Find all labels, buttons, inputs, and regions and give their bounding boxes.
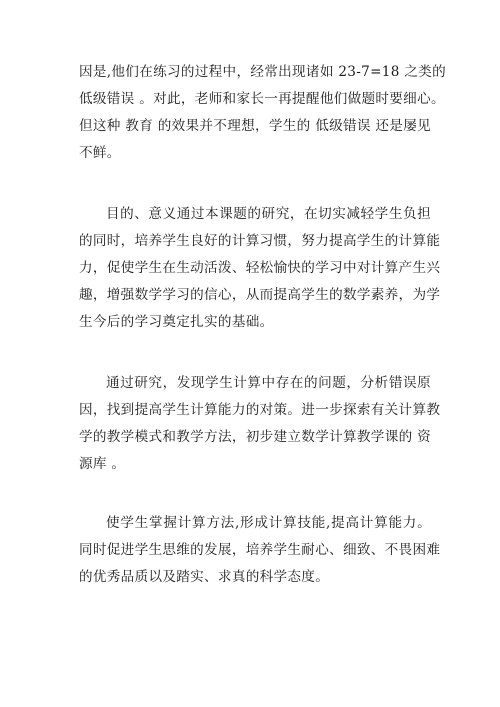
text-line: 因，找到提高学生计算能力的对策。进一步探索有关计算教 xyxy=(79,402,441,418)
text-line: 的同时，培养学生良好的计算习惯，努力提高学生的计算能 xyxy=(79,233,441,249)
text-line: 低级错误 。对此，老师和家长一再提醒他们做题时要细心。 xyxy=(79,91,445,107)
paragraph-1 xyxy=(79,59,446,167)
text-line: 使学生掌握计算方法,形成计算技能,提高计算能力。 xyxy=(106,515,431,531)
paragraph-4 xyxy=(79,510,441,591)
text-line: 生今后的学习奠定扎实的基础。 xyxy=(79,314,274,330)
paragraph-2 xyxy=(79,201,441,336)
text-line: 因是,他们在练习的过程中，经常出现诸如 23-7=18 之类的 xyxy=(79,64,446,80)
text-line: 学的教学模式和教学方法，初步建立数学计算教学课的 资 xyxy=(79,429,431,445)
text-line: 不鲜。 xyxy=(79,145,121,161)
text-line: 目的、意义通过本课题的研究，在切实减轻学生负担 xyxy=(106,206,431,222)
text-line: 的优秀品质以及踏实、求真的科学态度。 xyxy=(79,569,330,585)
text-line: 但这种 教育 的效果并不理想，学生的 低级错误 还是屡见 xyxy=(79,118,431,134)
text-line: 趣，增强数学学习的信心，从而提高学生的数学素养，为学 xyxy=(79,287,441,303)
text-line: 同时促进学生思维的发展，培养学生耐心、细致、不畏困难 xyxy=(79,542,441,558)
paragraph-3 xyxy=(79,370,441,478)
text-line: 力，促使学生在生动活泼、轻松愉快的学习中对计算产生兴 xyxy=(79,260,441,276)
text-line: 源库 。 xyxy=(79,456,126,472)
text-line: 通过研究，发现学生计算中存在的问题，分析错误原 xyxy=(106,375,431,391)
